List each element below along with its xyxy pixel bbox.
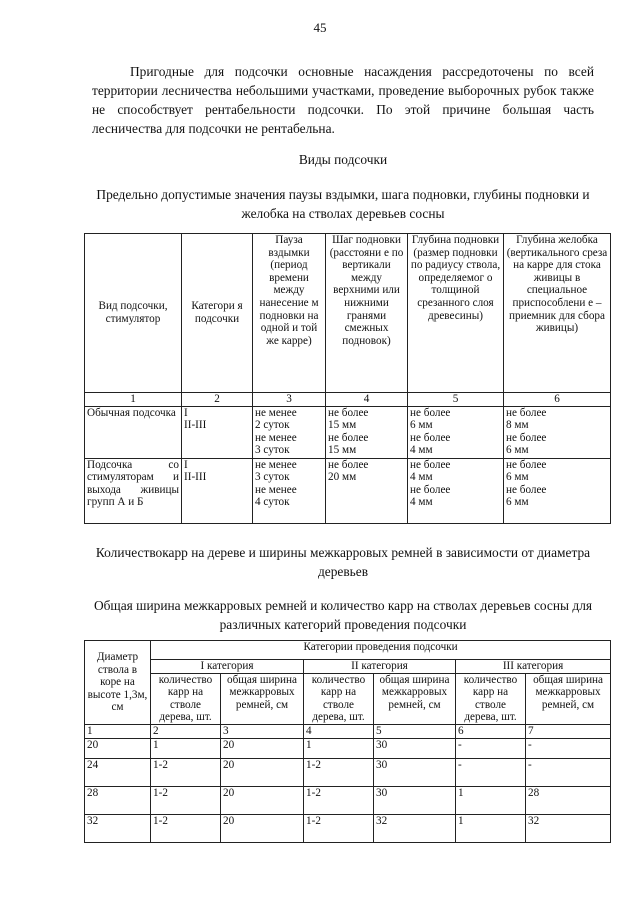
column-number: 7: [526, 724, 611, 738]
cell-line: 3 суток: [255, 471, 290, 484]
cell-line: не более: [506, 431, 547, 444]
column-number: 5: [374, 724, 456, 738]
cell-count: 1-2: [304, 814, 374, 842]
cell-diameter: 32: [85, 814, 151, 842]
cell-line: не менее: [255, 458, 297, 471]
cell-line: 6 мм: [506, 471, 529, 484]
cell-count: 1-2: [304, 786, 374, 814]
cell-line: 4 мм: [410, 496, 433, 509]
cell-width: 28: [526, 786, 611, 814]
cell-line: 6 мм: [506, 444, 529, 457]
cell-diameter: 28: [85, 786, 151, 814]
cell-line: не менее: [255, 483, 297, 496]
cell-tapping-type: Обычная подсочка: [85, 406, 182, 458]
cell-line: не более: [410, 458, 451, 471]
cell-line: не более: [410, 483, 451, 496]
header-count: количество карр на стволе дерева, шт.: [456, 673, 526, 724]
cell-line: 6 мм: [506, 496, 529, 509]
cell-count: 1-2: [151, 814, 221, 842]
cell-line: 2 суток: [255, 419, 290, 432]
cell-count: 1: [456, 786, 526, 814]
header-groove: Глубина желобка (вертикального среза на карре для стока живицы в специальное приспособлени е –приемник для сбора живицы): [504, 234, 611, 393]
column-number: 5: [408, 393, 504, 407]
table1-title: Предельно допустимые значения паузы вздымки, шага подновки, глубины подновки и желобка на стволах деревьев сосны: [96, 187, 590, 221]
cell-width: 30: [374, 758, 456, 786]
table2-number-row: [85, 724, 611, 738]
cell-step: [326, 458, 408, 523]
column-number: 6: [504, 393, 611, 407]
cell-count: 1-2: [151, 758, 221, 786]
cell-width: 20: [221, 758, 304, 786]
table2-header-row: [85, 641, 611, 660]
cell-width: 30: [374, 738, 456, 758]
cell-line: 15 мм: [328, 444, 357, 457]
cell-diameter: 24: [85, 758, 151, 786]
cell-groove: [504, 458, 611, 523]
section-title: Виды подсочки: [298, 152, 388, 167]
header-category-2: II категория: [304, 660, 456, 674]
cell-line: 6 мм: [410, 419, 433, 432]
header-tapping-type: Вид подсочки, стимулятор: [85, 234, 182, 393]
table-row: [85, 406, 611, 458]
cell-line: не менее: [255, 431, 297, 444]
table2-category-row: [85, 660, 611, 674]
cell-category: [182, 406, 253, 458]
cell-diameter: 20: [85, 738, 151, 758]
page-number: 45: [313, 20, 327, 35]
cell-line: не более: [506, 406, 547, 419]
subtitle-count-and-width: Количествокарр на дереве и ширины межкарровых ремней в зависимости от диаметра деревьев: [95, 545, 591, 579]
table-row: [85, 458, 611, 523]
cell-pause: [253, 406, 326, 458]
table2-title: Общая ширина межкарровых ремней и количество карр на стволах деревьев сосны для различных категорий проведения подсочки: [93, 598, 593, 632]
table1-header-row: [85, 234, 611, 393]
header-width: общая ширина межкарровых ремней, см: [221, 673, 304, 724]
cell-line: 15 мм: [328, 419, 357, 432]
cell-line: I: [184, 406, 188, 419]
cell-count: -: [456, 758, 526, 786]
cell-count: 1-2: [304, 758, 374, 786]
cell-line: 8 мм: [506, 419, 529, 432]
cell-line: I: [184, 458, 188, 471]
cell-tapping-type: Подсочка со стимуляторам и выхода живицы групп А и Б: [85, 458, 182, 523]
cell-pause: [253, 458, 326, 523]
column-number: 2: [182, 393, 253, 407]
cell-line: не более: [506, 483, 547, 496]
column-number: 2: [151, 724, 221, 738]
table2-subheader-row: [85, 673, 611, 724]
table1-number-row: [85, 393, 611, 407]
cell-line: не более: [328, 406, 369, 419]
header-width: общая ширина межкарровых ремней, см: [526, 673, 611, 724]
intro-paragraph: Пригодные для подсочки основные насаждения рассредоточены по всей территории лесничества небольшими участками, проведение выборочных рубок также не способствует рентабельности подсочки. По этой причине большая часть лесничества для подсочки не рентабельна.: [92, 64, 594, 136]
cell-count: -: [456, 738, 526, 758]
column-number: 1: [85, 724, 151, 738]
header-count: количество карр на стволе дерева, шт.: [151, 673, 221, 724]
cell-line: не более: [506, 458, 547, 471]
header-step: Шаг подновки (расстояни е по вертикали между верхними или нижними гранями смежных подновок): [326, 234, 408, 393]
cell-line: 3 суток: [255, 444, 290, 457]
header-depth: Глубина подновки (размер подновки по радиусу ствола, определяемог о толщиной срезанного слоя древесины): [408, 234, 504, 393]
table-row: [85, 814, 611, 842]
cell-width: 20: [221, 738, 304, 758]
cell-line: не менее: [255, 406, 297, 419]
column-number: 4: [326, 393, 408, 407]
cell-width: 32: [526, 814, 611, 842]
cell-step: [326, 406, 408, 458]
table-row: [85, 758, 611, 786]
cell-line: 4 мм: [410, 471, 433, 484]
column-number: 1: [85, 393, 182, 407]
cell-width: 30: [374, 786, 456, 814]
cell-line: не более: [410, 406, 451, 419]
cell-count: 1: [151, 738, 221, 758]
column-number: 3: [253, 393, 326, 407]
cell-line: II-III: [184, 419, 207, 432]
cell-width: 20: [221, 814, 304, 842]
cell-width: -: [526, 758, 611, 786]
column-number: 3: [221, 724, 304, 738]
header-category-1: I категория: [151, 660, 304, 674]
header-pause: Пауза вздымки (период времени между нанесение м подновки на одной и той же карре): [253, 234, 326, 393]
cell-count: 1-2: [151, 786, 221, 814]
table-tapping-parameters: [84, 233, 611, 524]
cell-line: не более: [328, 458, 369, 471]
column-number: 4: [304, 724, 374, 738]
cell-line: 20 мм: [328, 471, 357, 484]
cell-groove: [504, 406, 611, 458]
cell-width: -: [526, 738, 611, 758]
cell-line: 4 суток: [255, 496, 290, 509]
cell-count: 1: [304, 738, 374, 758]
cell-line: не более: [410, 431, 451, 444]
column-number: 6: [456, 724, 526, 738]
table-row: [85, 738, 611, 758]
cell-width: 20: [221, 786, 304, 814]
header-category: Категори я подсочки: [182, 234, 253, 393]
cell-count: 1: [456, 814, 526, 842]
cell-line: не более: [328, 431, 369, 444]
header-width: общая ширина межкарровых ремней, см: [374, 673, 456, 724]
table-tap-count-widths: [84, 640, 611, 843]
header-categories: Категории проведения подсочки: [151, 641, 611, 660]
header-diameter: Диаметр ствола в коре на высоте 1,3м, см: [85, 641, 151, 725]
cell-depth: [408, 458, 504, 523]
cell-width: 32: [374, 814, 456, 842]
cell-category: [182, 458, 253, 523]
header-count: количество карр на стволе дерева, шт.: [304, 673, 374, 724]
cell-line: II-III: [184, 471, 207, 484]
cell-depth: [408, 406, 504, 458]
table-row: [85, 786, 611, 814]
cell-line: 4 мм: [410, 444, 433, 457]
header-category-3: III категория: [456, 660, 611, 674]
